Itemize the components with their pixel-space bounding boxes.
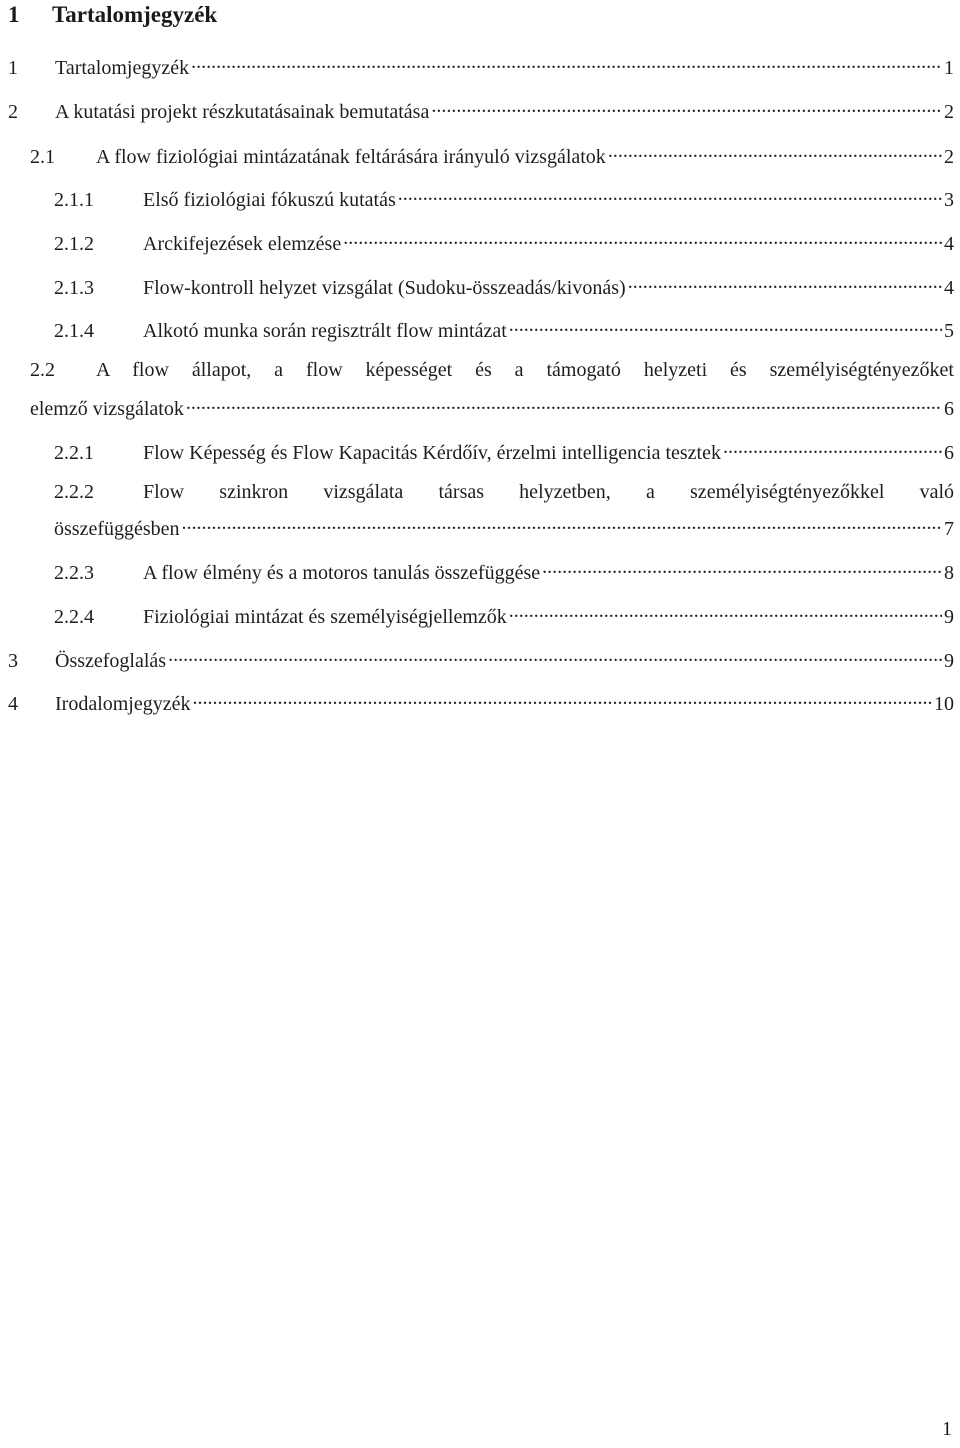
toc-entry-page: 4	[944, 233, 954, 255]
toc-entry-number: 2.1.3	[54, 277, 94, 299]
dot-leader	[723, 437, 942, 459]
toc-entry-number: 1	[8, 57, 18, 79]
toc-entry-title-line2: összefüggésben	[54, 518, 180, 540]
dot-leader	[398, 184, 942, 206]
toc-entry[interactable]	[54, 184, 954, 211]
toc-entry[interactable]	[8, 645, 954, 672]
toc-entry-page: 6	[944, 398, 954, 420]
toc-entry[interactable]	[8, 96, 954, 123]
toc-entry-page: 4	[944, 277, 954, 299]
toc-entry[interactable]	[54, 481, 954, 503]
toc-entry-title-line1: Flow szinkron vizsgálata társas helyzetben, a személyiségtényezőkkel való	[143, 481, 954, 503]
toc-entry-title-line2: elemző vizsgálatok	[30, 398, 184, 420]
toc-entry-number: 2.2.2	[54, 481, 94, 503]
toc-entry-number: 4	[8, 693, 18, 715]
toc-entry-number: 2.2	[30, 359, 55, 381]
dot-leader	[168, 645, 942, 667]
toc-entry[interactable]	[54, 315, 954, 342]
toc-entry-title: A kutatási projekt részkutatásainak bemutatása	[55, 101, 430, 123]
toc-entry-title: A flow fiziológiai mintázatának feltárására irányuló vizsgálatok	[96, 146, 606, 168]
toc-entry[interactable]	[54, 272, 954, 299]
toc-entry[interactable]	[30, 359, 954, 381]
toc-entry-continuation[interactable]	[54, 513, 954, 540]
dot-leader	[628, 272, 942, 294]
toc-entry-number: 2	[8, 101, 18, 123]
toc-entry-page: 9	[944, 650, 954, 672]
dot-leader	[343, 228, 942, 250]
toc-entry-title: Alkotó munka során regisztrált flow mintázat	[143, 320, 507, 342]
toc-entry-number: 2.1	[30, 146, 55, 168]
toc-entry-page: 10	[934, 693, 954, 715]
toc-entry-number: 2.2.3	[54, 562, 94, 584]
dot-leader	[608, 141, 942, 163]
toc-entry-page: 2	[944, 146, 954, 168]
toc-entry[interactable]	[54, 228, 954, 255]
toc-entry-title: A flow élmény és a motoros tanulás összefüggése	[143, 562, 541, 584]
toc-entry-title: Fiziológiai mintázat és személyiségjellemzők	[143, 606, 507, 628]
toc-entry-title-line1: A flow állapot, a flow képességet és a támogató helyzeti és személyiségtényezőket	[96, 359, 954, 381]
dot-leader	[193, 688, 933, 710]
toc-entry-title: Összefoglalás	[55, 650, 167, 672]
dot-leader	[509, 601, 942, 623]
toc-entry-number: 2.2.1	[54, 442, 94, 464]
toc-entry-number: 2.1.2	[54, 233, 94, 255]
dot-leader	[431, 96, 942, 118]
toc-entry-title: Arckifejezések elemzése	[143, 233, 342, 255]
toc-entry-title: Flow Képesség és Flow Kapacitás Kérdőív, érzelmi intelligencia tesztek	[143, 442, 721, 464]
dot-leader	[191, 52, 942, 74]
toc-entry-page: 9	[944, 606, 954, 628]
toc-entry-title: Első fiziológiai fókuszú kutatás	[143, 189, 396, 211]
toc-entry-page: 6	[944, 442, 954, 464]
toc-entry-continuation[interactable]	[30, 393, 954, 420]
toc-entry-number: 2.1.4	[54, 320, 94, 342]
toc-entry-title: Irodalomjegyzék	[55, 693, 191, 715]
toc-entry-number: 2.2.4	[54, 606, 94, 628]
toc-entry-page: 8	[944, 562, 954, 584]
dot-leader	[542, 557, 942, 579]
dot-leader	[182, 513, 942, 535]
toc-entry[interactable]	[54, 437, 954, 464]
toc-entry-page: 2	[944, 101, 954, 123]
page-number: 1	[942, 1418, 952, 1440]
toc-entry-title: Tartalomjegyzék	[55, 57, 190, 79]
toc-entry[interactable]	[54, 601, 954, 628]
dot-leader	[509, 315, 942, 337]
toc-entry[interactable]	[8, 52, 954, 79]
heading-title: Tartalomjegyzék	[52, 2, 218, 27]
toc-entry-page: 7	[944, 518, 954, 540]
dot-leader	[186, 393, 942, 415]
toc-entry-number: 3	[8, 650, 18, 672]
toc-entry-page: 1	[944, 57, 954, 79]
toc-entry-title: Flow-kontroll helyzet vizsgálat (Sudoku-összeadás/kivonás)	[143, 277, 626, 299]
toc-entry[interactable]	[54, 557, 954, 584]
toc-entry-number: 2.1.1	[54, 189, 94, 211]
heading-number: 1	[8, 2, 20, 27]
toc-entry[interactable]	[8, 688, 954, 715]
toc-entry[interactable]	[30, 141, 954, 168]
toc-entry-page: 5	[944, 320, 954, 342]
toc-entry-page: 3	[944, 189, 954, 211]
